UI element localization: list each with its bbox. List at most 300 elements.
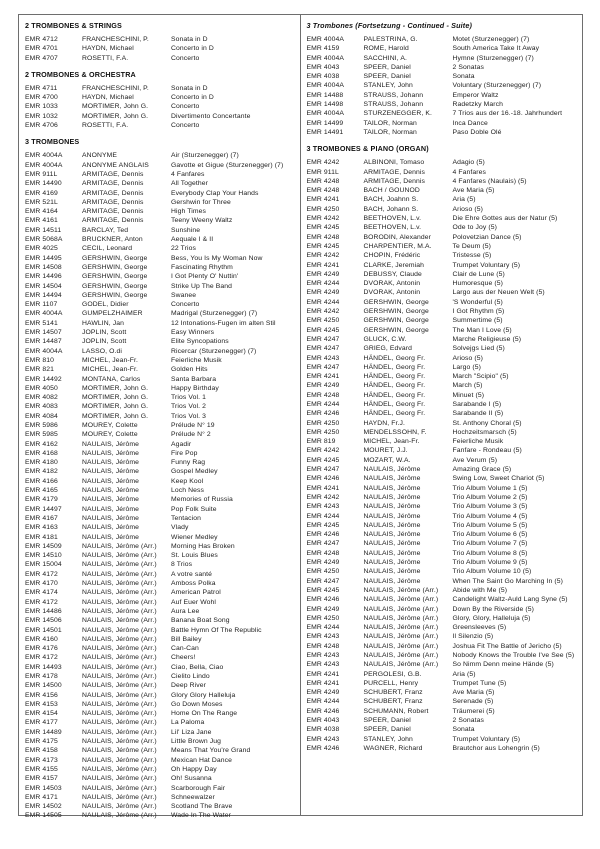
catalog-row <box>307 195 581 204</box>
catalog-row <box>307 446 581 455</box>
emr-number: EMR 4245 <box>306 521 340 529</box>
catalog-row <box>307 400 581 409</box>
catalog-row <box>25 102 298 111</box>
emr-number: EMR 4244 <box>306 624 340 632</box>
composer-name: PURCELL, Henry <box>363 679 419 687</box>
catalog-row <box>307 288 581 297</box>
composer-name: WAGNER, Richard <box>363 744 423 752</box>
catalog-row <box>307 307 581 316</box>
composer-name: NAULAIS, Jérôme <box>82 505 140 513</box>
piece-title: Down By the Riverside (5) <box>452 605 534 613</box>
piece-title: Loch Ness <box>171 487 205 495</box>
catalog-row <box>25 802 298 811</box>
catalog-row <box>25 282 298 291</box>
piece-title: Cheers! <box>171 654 196 662</box>
catalog-row <box>307 81 581 90</box>
emr-number: EMR 14509 <box>25 542 62 550</box>
catalog-row <box>25 291 298 300</box>
piece-title: Agadir <box>171 440 192 448</box>
section-header: 3 Trombones (Fortsetzung - Continued - Suite) <box>306 21 473 30</box>
catalog-row <box>25 718 298 727</box>
emr-number: EMR 4247 <box>306 540 340 548</box>
emr-number: EMR 4004A <box>306 82 345 90</box>
piece-title: Teeny Weeny Waltz <box>171 217 233 225</box>
emr-number: EMR 521L <box>25 198 58 206</box>
composer-name: NAULAIS, Jérôme (Arr.) <box>363 586 439 594</box>
composer-name: NAULAIS, Jérôme <box>82 440 140 448</box>
emr-number: EMR 4038 <box>306 73 340 81</box>
composer-name: DEBUSSY, Claude <box>363 270 422 278</box>
piece-title: Hymne (Sturzenegger) (7) <box>452 54 534 62</box>
composer-name: NAULAIS, Jérôme (Arr.) <box>82 775 157 783</box>
composer-name: GERSHWIN, George <box>363 298 429 306</box>
composer-name: MORTIMER, John G. <box>82 394 149 402</box>
piece-title: Trio Album Volume 6 (5) <box>452 531 528 539</box>
catalog-row <box>25 626 298 635</box>
catalog-row <box>307 670 581 679</box>
catalog-section <box>25 137 298 820</box>
catalog-row <box>307 697 581 706</box>
catalog-row <box>25 430 298 439</box>
emr-number: EMR 14500 <box>25 682 62 690</box>
composer-name: BRUCKNER, Anton <box>82 236 143 244</box>
emr-number: EMR 4246 <box>306 475 340 483</box>
catalog-row <box>307 251 581 260</box>
catalog-row <box>25 635 298 644</box>
composer-name: SPEER, Daniel <box>363 73 411 81</box>
composer-name: MONTANA, Carlos <box>82 375 141 383</box>
emr-number: EMR 4246 <box>306 531 340 539</box>
composer-name: JOPLIN, Scott <box>82 338 127 346</box>
emr-number: EMR 4711 <box>25 84 58 92</box>
composer-name: NAULAIS, Jérôme <box>82 496 140 504</box>
emr-number: EMR 4166 <box>25 477 58 485</box>
composer-name: NAULAIS, Jérôme (Arr.) <box>82 663 157 671</box>
catalog-row <box>25 207 298 216</box>
emr-number: EMR 4157 <box>25 775 58 783</box>
catalog-row <box>25 337 298 346</box>
composer-name: HÄNDEL, Georg Fr. <box>363 373 426 381</box>
piece-title: Sonata in D <box>171 84 208 92</box>
emr-number: EMR 14511 <box>25 226 62 234</box>
catalog-section <box>25 70 298 130</box>
emr-number: EMR 14494 <box>25 291 62 299</box>
catalog-row <box>25 412 298 421</box>
piece-title: Paso Doble Olé <box>452 128 502 136</box>
catalog-row <box>25 356 298 365</box>
emr-number: EMR 4242 <box>306 308 340 316</box>
piece-title: Deep River <box>171 682 206 690</box>
emr-number: EMR 4241 <box>306 373 340 381</box>
catalog-row <box>307 512 581 521</box>
piece-title: Gershwin for Three <box>171 198 231 206</box>
composer-name: NAULAIS, Jérôme (Arr.) <box>82 542 157 550</box>
composer-name: TAILOR, Norman <box>363 119 417 127</box>
piece-title: Brautchor aus Lohengrin (5) <box>452 744 540 752</box>
piece-title: Scotland The Brave <box>171 803 233 811</box>
catalog-row <box>25 533 298 542</box>
catalog-row <box>307 205 581 214</box>
piece-title: Cielito Lindo <box>171 673 210 680</box>
composer-name: STRAUSS, Johann <box>363 91 424 99</box>
composer-name: SPEER, Daniel <box>363 726 411 734</box>
catalog-row <box>25 598 298 607</box>
composer-name: CHOPIN, Frédéric <box>363 252 421 260</box>
emr-number: EMR 4247 <box>306 466 340 474</box>
piece-title: A votre santé <box>171 570 212 578</box>
composer-name: CECIL, Leonard <box>82 245 133 253</box>
emr-number: EMR 4700 <box>25 94 58 102</box>
catalog-row <box>307 100 581 109</box>
piece-title: Swing Low, Sweet Chariot (5) <box>452 475 545 483</box>
piece-title: American Patrol <box>171 589 221 597</box>
composer-name: NAULAIS, Jérôme (Arr.) <box>82 682 157 690</box>
piece-title: Die Ehre Gottes aus der Natur (5) <box>452 215 558 223</box>
emr-number: EMR 4004A <box>25 310 63 318</box>
catalog-row <box>307 465 581 474</box>
catalog-row <box>307 744 581 753</box>
composer-name: FRANCHESCHINI, P. <box>82 84 149 92</box>
catalog-row <box>25 681 298 690</box>
emr-number: EMR 4174 <box>25 589 58 597</box>
piece-title: Air (Sturzenegger) (7) <box>171 152 239 160</box>
catalog-row <box>307 214 581 223</box>
catalog-row <box>25 216 298 225</box>
catalog-row <box>25 486 298 495</box>
catalog-row <box>307 521 581 530</box>
composer-name: BACH, Joahnn S. <box>363 196 419 204</box>
composer-name: FRANCHESCHINI, P. <box>82 36 149 43</box>
emr-number: EMR 4043 <box>306 63 340 71</box>
emr-number: EMR 14505 <box>25 812 62 820</box>
emr-number: EMR 4247 <box>306 577 340 585</box>
catalog-row <box>307 409 581 418</box>
piece-title: Home On The Range <box>171 710 238 718</box>
emr-number: EMR 4172 <box>25 570 58 578</box>
composer-name: HAYDN, Michael <box>82 94 134 102</box>
section-header: 3 TROMBONES & PIANO (ORGAN) <box>306 144 429 154</box>
emr-number: EMR 14507 <box>25 329 62 337</box>
piece-title: South America Take It Away <box>452 45 540 53</box>
composer-name: NAULAIS, Jérôme (Arr.) <box>82 803 157 811</box>
piece-title: Concerto <box>171 54 200 62</box>
piece-title: Minuet (5) <box>452 391 485 399</box>
piece-title: Polovetzian Dance (5) <box>452 233 522 241</box>
emr-number: EMR 4248 <box>306 177 340 185</box>
emr-number: EMR 4154 <box>25 710 58 718</box>
emr-number: EMR 4172 <box>25 654 58 662</box>
piece-title: Santa Barbara <box>171 375 217 383</box>
emr-number: EMR 5141 <box>25 319 58 327</box>
emr-number: EMR 4244 <box>306 400 340 408</box>
emr-number: EMR 4242 <box>306 215 340 223</box>
catalog-row <box>307 660 581 669</box>
piece-title: I Got Rhythm (5) <box>452 308 505 316</box>
emr-number: EMR 810 <box>25 356 55 364</box>
piece-title: Motet (Sturzenegger) (7) <box>452 36 530 43</box>
emr-number: EMR 4245 <box>306 586 340 594</box>
piece-title: I Got Plenty O' Nuttin' <box>171 273 239 281</box>
emr-number: EMR 14487 <box>25 338 62 346</box>
emr-number: EMR 4178 <box>25 673 58 680</box>
piece-title: Emperor Waltz <box>452 91 499 99</box>
catalog-row <box>25 811 298 820</box>
catalog-row <box>25 746 298 755</box>
catalog-row <box>25 793 298 802</box>
emr-number: EMR 4248 <box>306 233 340 241</box>
catalog-row <box>307 428 581 437</box>
catalog-row <box>25 477 298 486</box>
emr-number: EMR 4243 <box>306 661 340 669</box>
piece-title: 8 Trios <box>171 561 193 569</box>
emr-number: EMR 4004A <box>306 36 345 43</box>
catalog-row <box>25 393 298 402</box>
emr-number: EMR 1032 <box>25 112 58 120</box>
catalog-row <box>307 707 581 716</box>
composer-name: NAULAIS, Jérôme (Arr.) <box>82 598 157 606</box>
composer-name: HÄNDEL, Georg Fr. <box>363 400 426 408</box>
catalog-row <box>25 542 298 551</box>
piece-title: Hochzeitsmarsch (5) <box>452 428 517 436</box>
piece-title: Largo aus der Neuen Welt (5) <box>452 289 545 297</box>
emr-number: EMR 4167 <box>25 514 58 522</box>
catalog-row <box>25 728 298 737</box>
piece-title: Scarborough Fair <box>171 784 226 792</box>
emr-number: EMR 4244 <box>306 298 340 306</box>
composer-name: BORODIN, Alexander <box>363 233 432 241</box>
catalog-row <box>307 279 581 288</box>
emr-number: EMR 4043 <box>306 717 340 725</box>
emr-number: EMR 4245 <box>306 224 340 232</box>
emr-number: EMR 4707 <box>25 54 58 62</box>
composer-name: NAULAIS, Jérôme <box>82 533 140 541</box>
catalog-row <box>25 328 298 337</box>
piece-title: Trio Album Volume 8 (5) <box>452 549 528 557</box>
piece-title: Abide with Me (5) <box>452 586 508 594</box>
emr-number: EMR 4249 <box>306 689 340 697</box>
piece-title: Funny Rag <box>171 459 206 467</box>
piece-title: Sarabande II (5) <box>452 410 504 418</box>
catalog-row <box>25 588 298 597</box>
catalog-section <box>307 144 581 753</box>
composer-name: GODEL, Didier <box>82 301 129 309</box>
emr-number: EMR 4156 <box>25 691 58 699</box>
piece-title: Ode to Joy (5) <box>452 224 497 232</box>
piece-title: March (5) <box>452 382 483 390</box>
composer-name: NAULAIS, Jérôme (Arr.) <box>82 738 157 746</box>
emr-number: EMR 14497 <box>25 505 62 513</box>
composer-name: NAULAIS, Jérôme (Arr.) <box>82 728 157 736</box>
catalog-row <box>25 244 298 253</box>
catalog-row <box>307 725 581 734</box>
composer-name: HÄNDEL, Georg Fr. <box>363 354 426 362</box>
composer-name: GERSHWIN, George <box>82 291 148 299</box>
piece-title: Sonata <box>452 73 475 81</box>
emr-number: EMR 4249 <box>306 605 340 613</box>
piece-title: Ciao, Bella, Ciao <box>171 663 224 671</box>
emr-number: EMR 4169 <box>25 189 58 197</box>
catalog-row <box>25 44 298 53</box>
piece-title: Trios Vol. 1 <box>171 394 206 402</box>
piece-title: Oh Happy Day <box>171 765 217 773</box>
catalog-row <box>25 560 298 569</box>
composer-name: NAULAIS, Jérôme (Arr.) <box>82 635 157 643</box>
piece-title: Aria (5) <box>452 670 476 678</box>
catalog-row <box>307 419 581 428</box>
composer-name: NAULAIS, Jérôme (Arr.) <box>363 596 439 604</box>
composer-name: ROSETTI, F.A. <box>82 122 129 130</box>
emr-number: EMR 4173 <box>25 756 58 764</box>
emr-number: EMR 4004A <box>306 110 345 118</box>
emr-number: EMR 14488 <box>306 91 344 99</box>
piece-title: Trios Vol. 2 <box>171 403 206 411</box>
composer-name: STANLEY, John <box>363 82 413 90</box>
emr-number: EMR 4243 <box>306 652 340 659</box>
composer-name: NAULAIS, Jérôme <box>363 484 421 492</box>
composer-name: ARMITAGE, Dennis <box>82 198 144 206</box>
piece-title: Voluntary (Sturzenegger) (7) <box>452 82 542 90</box>
composer-name: HÄNDEL, Georg Fr. <box>363 391 426 399</box>
composer-name: GERSHWIN, George <box>82 282 148 290</box>
catalog-row <box>307 549 581 558</box>
catalog-section <box>25 21 298 63</box>
piece-title: Trio Album Volume 9 (5) <box>452 559 528 567</box>
catalog-row <box>25 644 298 653</box>
emr-number: EMR 4247 <box>306 335 340 343</box>
piece-title: Trio Album Volume 10 (5) <box>452 568 532 576</box>
composer-name: GERSHWIN, George <box>82 263 148 271</box>
piece-title: 4 Fanfares <box>452 168 486 176</box>
emr-number: EMR 14498 <box>306 101 344 109</box>
emr-number: EMR 4038 <box>306 726 340 734</box>
composer-name: HAWLIN, Jan <box>82 319 125 327</box>
catalog-row <box>25 421 298 430</box>
emr-number: EMR 4247 <box>306 345 340 353</box>
catalog-row <box>307 158 581 167</box>
piece-title: Trumpet Tune (5) <box>452 679 507 687</box>
emr-number: EMR 4249 <box>306 559 340 567</box>
catalog-row <box>25 347 298 356</box>
catalog-row <box>25 440 298 449</box>
catalog-row <box>25 375 298 384</box>
piece-title: Concerto <box>171 103 200 111</box>
piece-title: Fanfare - Rondeau (5) <box>452 447 522 455</box>
composer-name: HÄNDEL, Georg Fr. <box>363 363 426 371</box>
piece-title: Elite Syncopations <box>171 338 229 346</box>
composer-name: NAULAIS, Jérôme (Arr.) <box>363 652 439 659</box>
emr-number: EMR 14510 <box>25 552 62 560</box>
emr-number: EMR 4243 <box>306 735 340 743</box>
emr-number: EMR 4248 <box>306 642 340 650</box>
piece-title: Sarabande I (5) <box>452 400 502 408</box>
piece-title: Auf Euer Wohl <box>171 598 216 606</box>
emr-number: EMR 4242 <box>306 159 340 167</box>
catalog-row <box>307 63 581 72</box>
composer-name: BARCLAY, Ted <box>82 226 129 234</box>
piece-title: Arioso (5) <box>452 354 483 362</box>
piece-title: La Paloma <box>171 719 205 727</box>
piece-title: Means That You're Grand <box>171 747 251 755</box>
catalog-row <box>307 186 581 195</box>
emr-number: EMR 4083 <box>25 403 58 411</box>
composer-name: NAULAIS, Jérôme <box>363 521 421 529</box>
piece-title: Trio Album Volume 5 (5) <box>452 521 528 529</box>
catalog-row <box>25 170 298 179</box>
composer-name: STRAUSS, Johann <box>363 101 424 109</box>
catalog-row <box>25 449 298 458</box>
composer-name: NAULAIS, Jérôme (Arr.) <box>82 645 157 653</box>
emr-number: EMR 4712 <box>25 36 58 43</box>
catalog-row <box>25 263 298 272</box>
catalog-row <box>25 235 298 244</box>
catalog-row <box>307 261 581 270</box>
emr-number: EMR 4082 <box>25 394 58 402</box>
catalog-row <box>25 709 298 718</box>
emr-number: EMR 14499 <box>306 119 344 127</box>
piece-title: Concerto in D <box>171 94 214 102</box>
emr-number: EMR 4159 <box>306 45 340 53</box>
piece-title: Pop Folk Suite <box>171 505 217 513</box>
composer-name: NAULAIS, Jérôme (Arr.) <box>82 673 157 680</box>
piece-title: 2 Sonatas <box>452 63 485 71</box>
catalog-row <box>25 579 298 588</box>
piece-title: Swanee <box>171 291 197 299</box>
catalog-row <box>307 605 581 614</box>
piece-title: Trio Album Volume 2 (5) <box>452 493 528 501</box>
piece-title: Wade In The Water <box>171 812 232 820</box>
piece-title: Concerto in D <box>171 45 214 53</box>
composer-name: SCHUBERT, Franz <box>363 698 423 706</box>
composer-name: NAULAIS, Jérôme (Arr.) <box>363 614 439 622</box>
catalog-row <box>25 179 298 188</box>
emr-number: EMR 14489 <box>25 728 62 736</box>
composer-name: NAULAIS, Jérôme (Arr.) <box>82 812 157 820</box>
composer-name: MICHEL, Jean-Fr. <box>363 438 420 446</box>
composer-name: ANONYME ANGLAIS <box>82 161 149 169</box>
composer-name: HÄNDEL, Georg Fr. <box>363 410 426 418</box>
piece-title: Feierliche Musik <box>452 438 504 446</box>
piece-title: Adagio (5) <box>452 159 485 167</box>
catalog-row <box>307 35 581 44</box>
catalog-row <box>25 112 298 121</box>
piece-title: Nobody Knows the Trouble I've See (5) <box>452 652 575 659</box>
catalog-row <box>307 119 581 128</box>
piece-title: When The Saint Go Marching In (5) <box>452 577 563 585</box>
catalog-row <box>25 458 298 467</box>
piece-title: Morning Has Broken <box>171 542 235 550</box>
composer-name: MOUREY, Colette <box>82 431 138 439</box>
catalog-row <box>307 270 581 279</box>
piece-title: Gospel Medley <box>171 468 218 476</box>
catalog-row <box>307 381 581 390</box>
composer-name: PALESTRINA, G. <box>363 36 418 43</box>
composer-name: NAULAIS, Jérôme <box>363 475 421 483</box>
composer-name: ARMITAGE, Dennis <box>82 180 144 188</box>
emr-number: EMR 4158 <box>25 747 58 755</box>
composer-name: BACH, Johann S. <box>363 205 419 213</box>
composer-name: MOUREY, Colette <box>82 421 138 429</box>
emr-number: EMR 4249 <box>306 289 340 297</box>
emr-number: EMR 4242 <box>306 447 340 455</box>
piece-title: Keep Kool <box>171 477 204 485</box>
piece-title: Il Silenzio (5) <box>452 633 494 641</box>
catalog-row <box>25 653 298 662</box>
piece-title: Glory Glory Halleluja <box>171 691 236 699</box>
piece-title: Joshua Fit The Battle of Jericho (5) <box>452 642 562 650</box>
composer-name: ARMITAGE, Dennis <box>82 170 144 178</box>
catalog-section <box>307 21 581 137</box>
piece-title: Solvejgs Lied (5) <box>452 345 505 353</box>
